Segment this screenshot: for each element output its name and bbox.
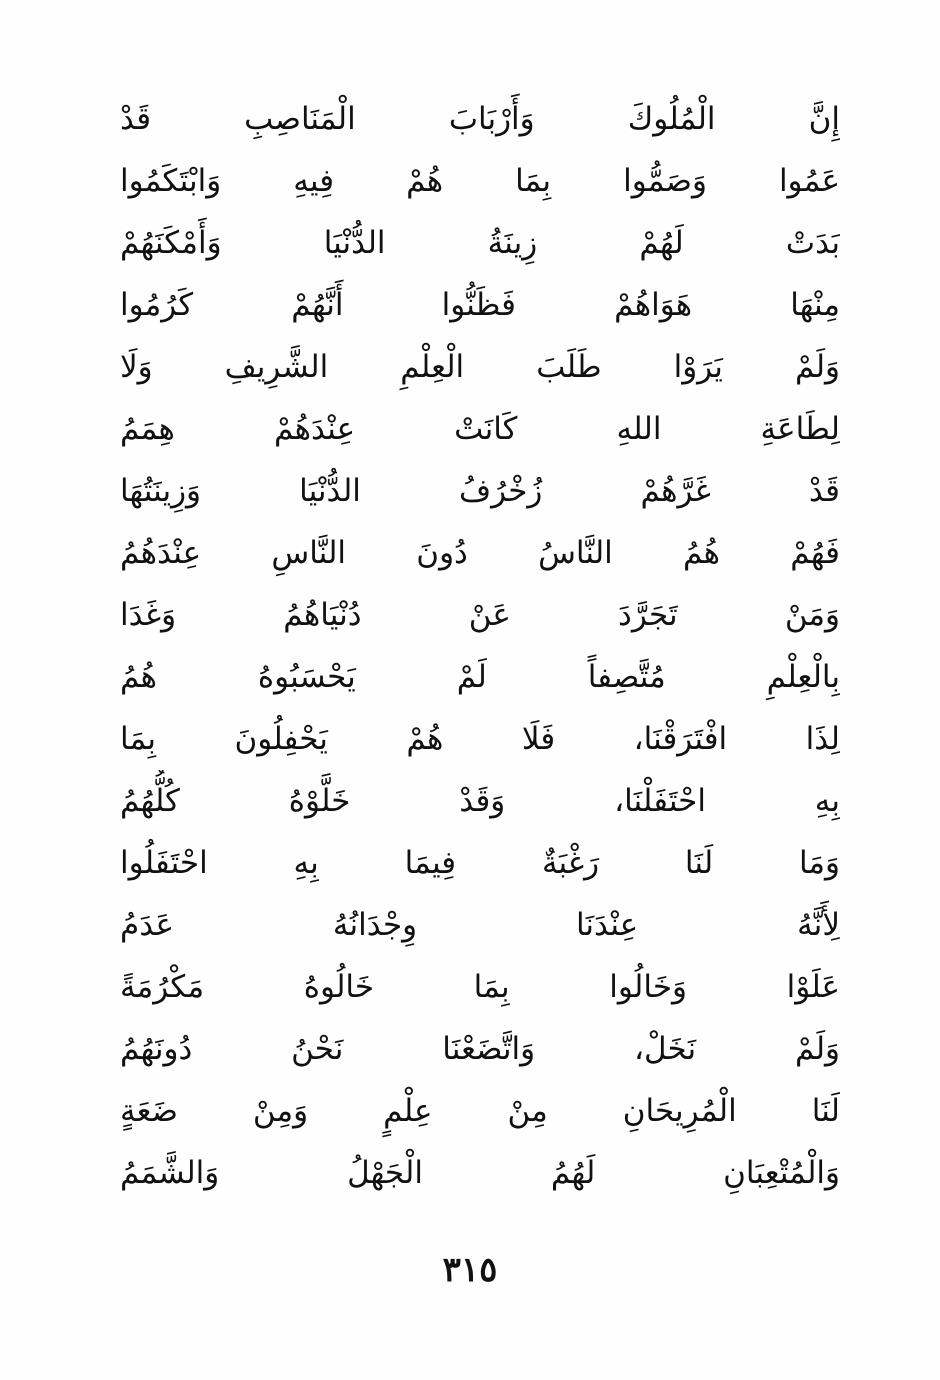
poem-line: بِهِ احْتَفَلْنَا، وَقَدْ خَلَّوْهُ كُلُّهُمُ <box>120 783 840 819</box>
poem-line: قَدْ غَرَّهُمْ زُخْرُفُ الدُّنْيَا وَزِينَتُهَا <box>120 473 840 509</box>
poem-text <box>120 88 840 1204</box>
poem-line: لِأَنَّهُ عِنْدَنَا وِجْدَانُهُ عَدَمُ <box>120 907 840 943</box>
poem-line: وَلَمْ نَخَلْ، وَاتَّضَعْنَا نَحْنُ دُونَهُمُ <box>120 1031 840 1067</box>
poem-line: لِطَاعَةِ اللهِ كَانَتْ عِنْدَهُمْ هِمَمُ <box>120 411 840 447</box>
poem-line: بِالْعِلْمِ مُتَّصِفاً لَمْ يَحْسَبُوهُ هُمُ <box>120 659 840 695</box>
poem-line: بَدَتْ لَهُمْ زِينَةُ الدُّنْيَا وَأَمْكَنَهُمْ <box>120 225 840 261</box>
poem-line: لَنَا الْمُرِيحَانِ مِنْ عِلْمٍ وَمِنْ ضَعَةٍ <box>120 1093 840 1129</box>
poem-line: عَمُوا وَصَمُّوا بِمَا هُمْ فِيهِ وَابْتَكَمُوا <box>120 163 840 199</box>
poem-line: وَلَمْ يَرَوْا طَلَبَ الْعِلْمِ الشَّرِيفِ وَلَا <box>120 349 840 385</box>
poem-line: مِنْهَا هَوَاهُمْ فَظَنُّوا أَنَّهُمْ كَرُمُوا <box>120 287 840 323</box>
poem-line: عَلَوْا وَخَالُوا بِمَا خَالُوهُ مَكْرُمَةً <box>120 969 840 1005</box>
poem-line: وَالْمُتْعِبَانِ لَهُمُ الْجَهْلُ وَالشَّمَمُ <box>120 1155 840 1191</box>
page-number: ٣١٥ <box>442 1250 498 1290</box>
poem-line: إِنَّ الْمُلُوكَ وَأَرْبَابَ الْمَنَاصِبِ قَدْ <box>120 101 840 137</box>
poem-line: فَهُمْ هُمُ النَّاسُ دُونَ النَّاسِ عِنْدَهُمُ <box>120 535 840 571</box>
poem-line: لِذَا افْتَرَقْنَا، فَلَا هُمْ يَحْفِلُونَ بِمَا <box>120 721 840 757</box>
poem-line: وَمَنْ تَجَرَّدَ عَنْ دُنْيَاهُمُ وَغَدَا <box>120 597 840 633</box>
poem-line: وَمَا لَنَا رَغْبَةٌ فِيمَا بِهِ احْتَفَلُوا <box>120 845 840 881</box>
